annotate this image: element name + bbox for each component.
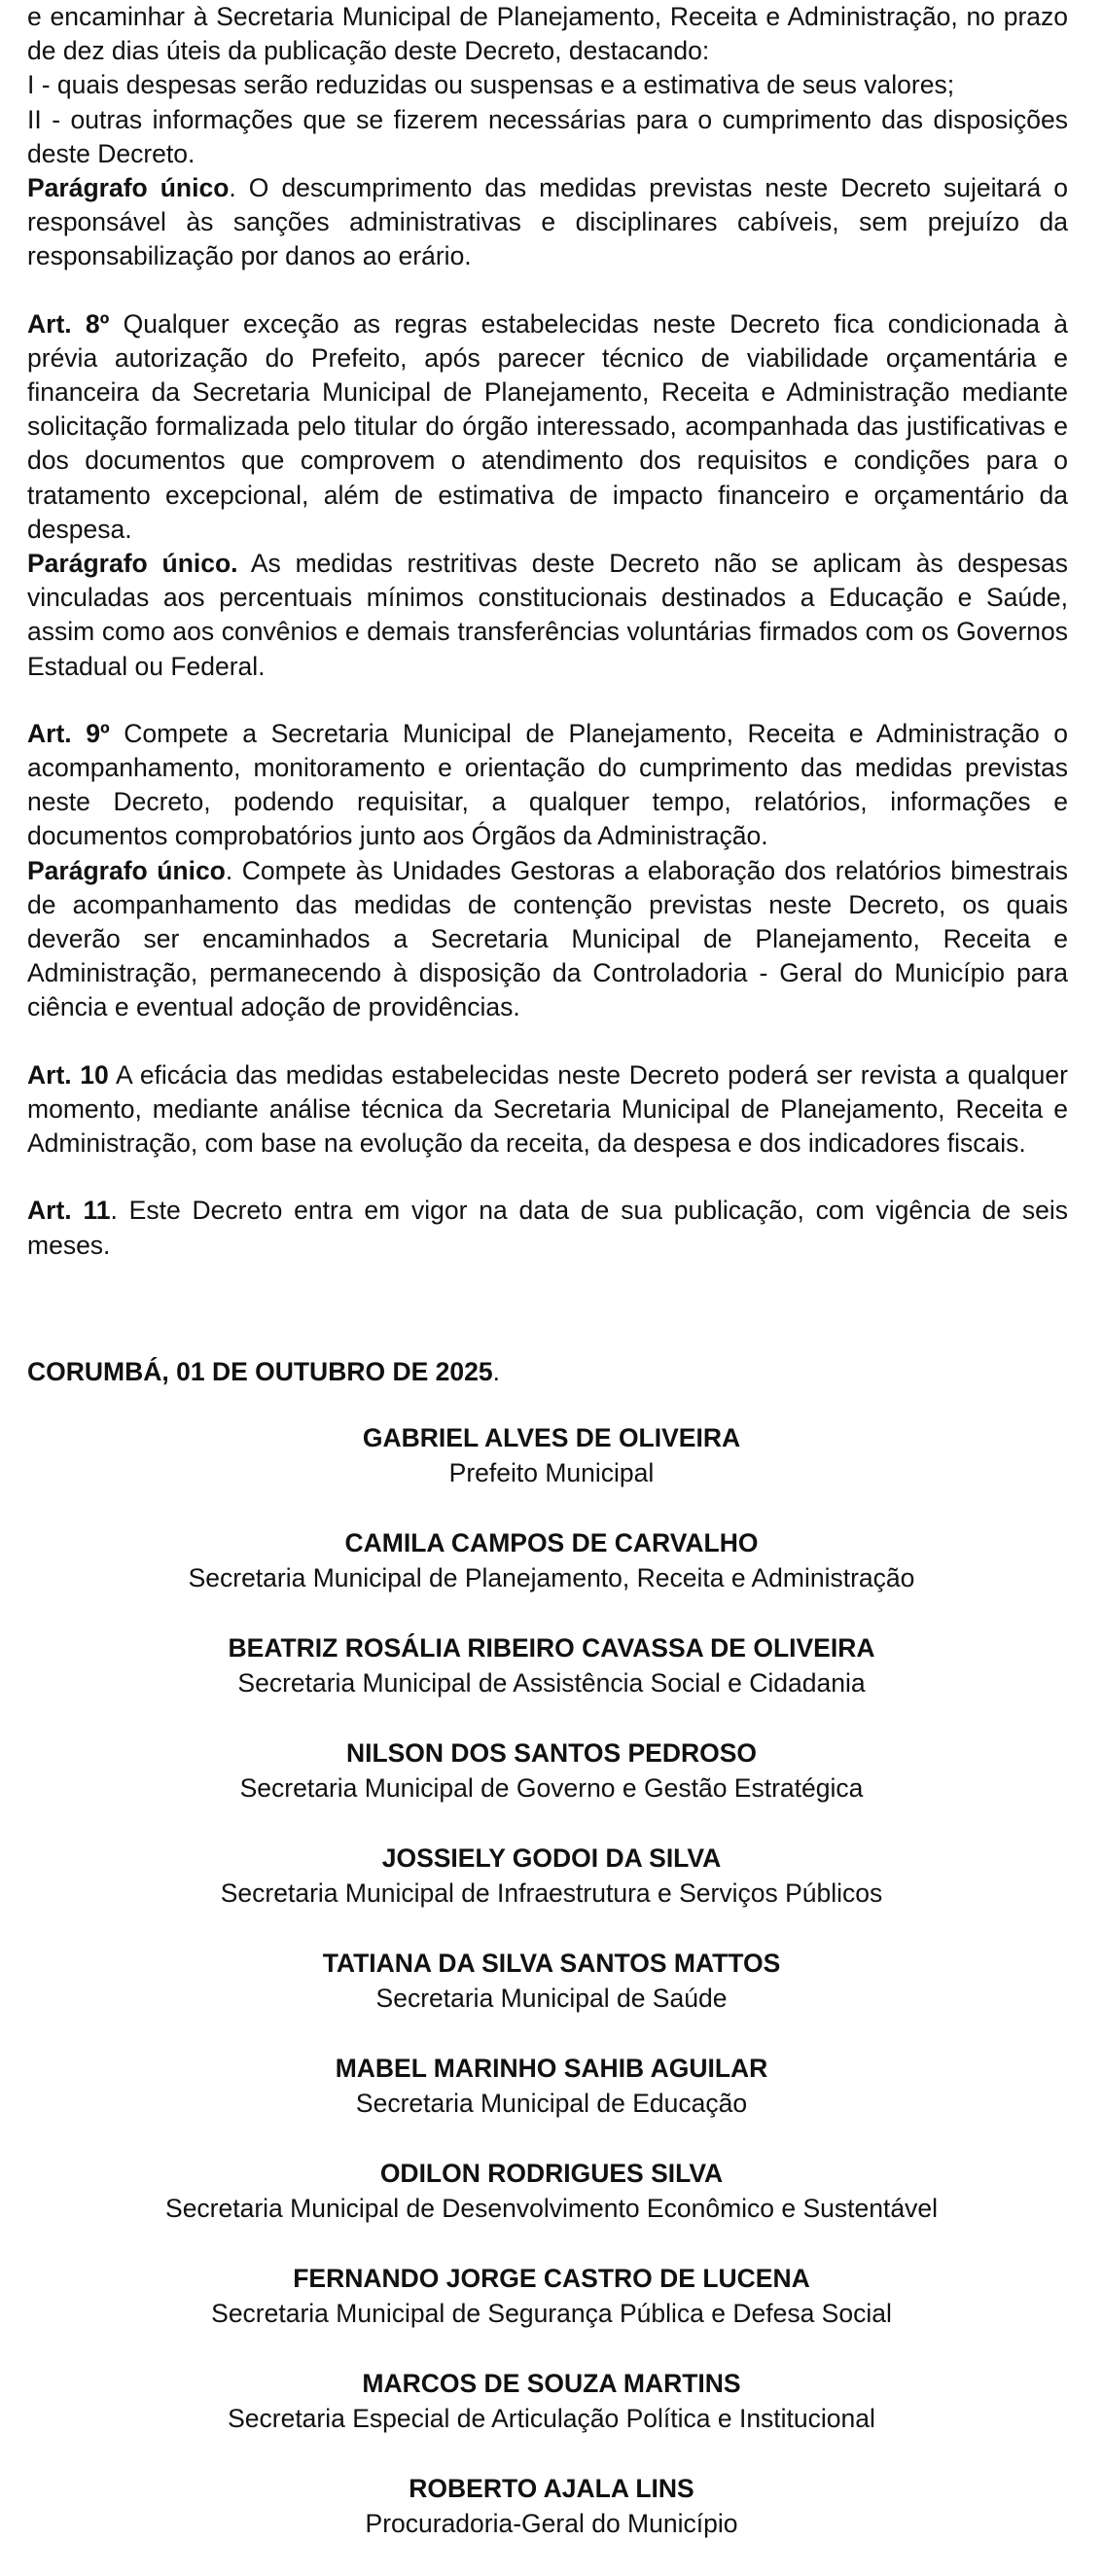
article-text: . Este Decreto entra em vigor na data de sua publicação, com vigência de seis meses. bbox=[27, 1196, 1069, 1260]
art7-item-2: II - outras informações que se fizerem necessárias para o cumprimento das disposições deste Decreto. bbox=[27, 104, 1068, 168]
signatory-name: ODILON RODRIGUES SILVA bbox=[379, 2159, 724, 2188]
signatory-name: TATIANA DA SILVA SANTOS MATTOS bbox=[322, 1949, 781, 1978]
art10 bbox=[27, 1058, 1068, 1162]
signatory-name: NILSON DOS SANTOS PEDROSO bbox=[345, 1738, 758, 1768]
art9-paragraph bbox=[27, 854, 1068, 1025]
signatory-role: Secretaria Especial de Articulação Política e Institucional bbox=[228, 2404, 875, 2433]
art8-paragraph bbox=[27, 547, 1068, 684]
signature-entry bbox=[0, 2051, 1103, 2121]
paragraph-label: Parágrafo único. bbox=[27, 549, 238, 579]
paragraph-text: . O descumprimento das medidas previstas neste Decreto sujeitará o responsável às sanções administrativas e disciplinares cabíveis, sem prejuízo da responsabilização por danos ao erário. bbox=[27, 173, 1068, 271]
signature-entry bbox=[0, 1525, 1103, 1595]
article-text: Qualquer exceção as regras estabelecidas neste Decreto fica condicionada à prévia autorização do Prefeito, após parecer técnico de viabilidade orçamentária e financeira da Secretaria Municipal de Planejamento, Receita e Administração mediante solicitação formalizada pelo titular do órgão interessado, acompanhada das justificativas e dos documentos que comprovem o atendimento dos requisitos e condições para o tratamento excepcional, além de estimativa de impacto financeiro e orçamentário da despesa. bbox=[27, 308, 1068, 544]
signatory-name: CAMILA CAMPOS DE CARVALHO bbox=[344, 1528, 759, 1557]
paragraph-text: . Compete às Unidades Gestoras a elaboração dos relatórios bimestrais de acompanhamento das medidas de contenção previstas neste Decreto, os quais deverão ser encaminhados a Secretaria Municipal de Planejamento, Receita e Administração, permanecendo à disposição da Controladoria - Geral do Município para ciência e eventual adoção de providências. bbox=[27, 855, 1068, 1022]
signatory-name: GABRIEL ALVES DE OLIVEIRA bbox=[362, 1423, 741, 1452]
art9 bbox=[27, 717, 1068, 854]
signature-block bbox=[0, 1420, 1103, 2576]
paragraph-label: Parágrafo único bbox=[27, 855, 226, 885]
signature-entry bbox=[0, 2156, 1103, 2226]
signatory-role: Procuradoria-Geral do Município bbox=[365, 2509, 738, 2538]
signatory-role: Secretaria Municipal de Segurança Pública e Defesa Social bbox=[211, 2299, 892, 2328]
signatory-role: Secretaria Municipal de Saúde bbox=[375, 1984, 728, 2013]
art7-item-1: I - quais despesas serão reduzidas ou suspensas e a estimativa de seus valores; bbox=[27, 70, 955, 100]
signature-entry bbox=[0, 1630, 1103, 1700]
date-suffix: . bbox=[492, 1357, 500, 1386]
signatory-role: Secretaria Municipal de Desenvolvimento Econômico e Sustentável bbox=[165, 2194, 938, 2223]
signature-entry bbox=[0, 1946, 1103, 2016]
article-text: Compete a Secretaria Municipal de Planejamento, Receita e Administração o acompanhamento, monitoramento e orientação do cumprimento das medidas previstas neste Decreto, podendo requisitar, a qualquer tempo, relatórios, informações e documentos comprobatórios junto aos Órgãos da Administração. bbox=[27, 718, 1068, 851]
signature-entry bbox=[0, 2471, 1103, 2541]
article-label: Art. 8º bbox=[27, 308, 110, 339]
signature-entry bbox=[0, 2366, 1103, 2436]
signature-entry bbox=[0, 1420, 1103, 1490]
signatory-name: MABEL MARINHO SAHIB AGUILAR bbox=[335, 2054, 768, 2083]
article-label: Art. 10 bbox=[27, 1059, 109, 1090]
signatory-name: FERNANDO JORGE CASTRO DE LUCENA bbox=[293, 2264, 810, 2293]
art8 bbox=[27, 307, 1068, 547]
article-text: A eficácia das medidas estabelecidas neste Decreto poderá ser revista a qualquer momento, mediante análise técnica da Secretaria Municipal de Planejamento, Receita e Administração, com base na evolução da receita, da despesa e dos indicadores fiscais. bbox=[27, 1059, 1068, 1159]
paragraph-text: As medidas restritivas deste Decreto não se aplicam às despesas vinculadas aos percentuais mínimos constitucionais destinados a Educação e Saúde, assim como aos convênios e demais transferências voluntárias firmados com os Governos Estadual ou Federal. bbox=[27, 549, 1068, 681]
decree-body bbox=[27, 0, 1068, 1263]
date-text: CORUMBÁ, 01 DE OUTUBRO DE 2025 bbox=[27, 1357, 493, 1386]
art7-paragraph bbox=[27, 171, 1068, 274]
signatory-name: JOSSIELY GODOI DA SILVA bbox=[381, 1843, 722, 1873]
article-label: Art. 11 bbox=[27, 1196, 111, 1226]
signatory-name: ROBERTO AJALA LINS bbox=[409, 2474, 694, 2503]
date-line bbox=[27, 1355, 500, 1389]
signatory-name: BEATRIZ ROSÁLIA RIBEIRO CAVASSA DE OLIVEIRA bbox=[228, 1633, 875, 1663]
signatory-role: Secretaria Municipal de Assistência Social e Cidadania bbox=[237, 1668, 866, 1698]
paragraph-label: Parágrafo único bbox=[27, 173, 230, 203]
signatory-role: Prefeito Municipal bbox=[448, 1458, 655, 1487]
signature-entry bbox=[0, 1735, 1103, 1806]
signatory-role: Secretaria Municipal de Infraestrutura e Serviços Públicos bbox=[220, 1878, 883, 1908]
signatory-role: Secretaria Municipal de Governo e Gestão Estratégica bbox=[239, 1773, 864, 1803]
signatory-role: Secretaria Municipal de Educação bbox=[355, 2089, 748, 2118]
art11 bbox=[27, 1194, 1068, 1262]
article-label: Art. 9º bbox=[27, 718, 110, 748]
art7-continuation: e encaminhar à Secretaria Municipal de Planejamento, Receita e Administração, no prazo de dez dias úteis da publicação deste Decreto, destacando: bbox=[27, 2, 1068, 66]
signature-entry bbox=[0, 1841, 1103, 1911]
signature-entry bbox=[0, 2261, 1103, 2331]
signatory-name: MARCOS DE SOUZA MARTINS bbox=[362, 2369, 741, 2398]
signatory-role: Secretaria Municipal de Planejamento, Receita e Administração bbox=[188, 1563, 915, 1592]
